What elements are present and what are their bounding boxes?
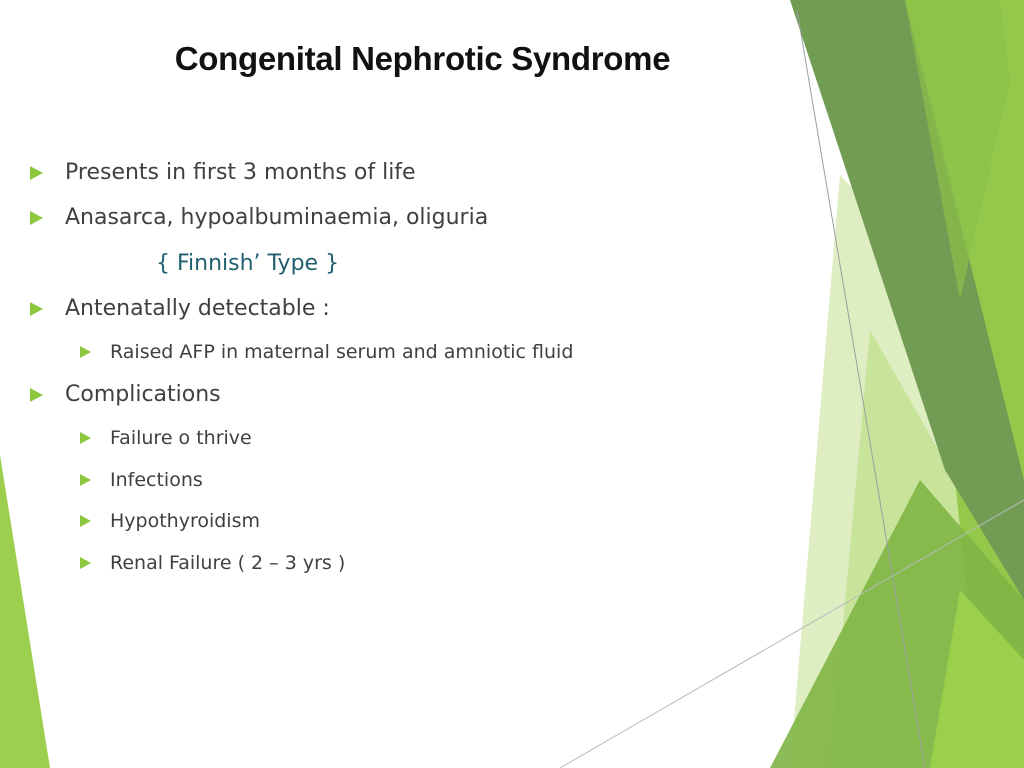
slide-title: Congenital Nephrotic Syndrome xyxy=(174,40,671,77)
bullet-antenatal xyxy=(30,296,330,321)
bullet-arrow-icon xyxy=(30,166,43,180)
bullet-text: Renal Failure ( 2 – 3 yrs ) xyxy=(110,552,346,574)
sub-bullet-renal-failure xyxy=(80,552,345,574)
sub-bullet-infections xyxy=(80,469,203,491)
sub-bullet-afp xyxy=(80,341,573,363)
bullet-arrow-icon xyxy=(80,557,91,569)
bullet-text: Infections xyxy=(110,469,203,491)
bullet-text: Presents in first 3 months of life xyxy=(65,160,416,185)
bullet-anasarca xyxy=(30,205,488,230)
left-edge-shape xyxy=(0,455,50,768)
bullet-arrow-icon xyxy=(80,432,91,444)
bullet-text: Antenatally detectable : xyxy=(65,296,330,321)
bullet-text: Hypothyroidism xyxy=(110,510,260,532)
bullet-text: Failure o thrive xyxy=(110,427,252,449)
bullet-presents xyxy=(30,160,416,185)
bullet-arrow-icon xyxy=(80,346,91,358)
bullet-arrow-icon xyxy=(30,302,43,316)
bullet-text: Anasarca, hypoalbuminaemia, oliguria xyxy=(65,205,489,230)
finnish-type-note: { Finnish’ Type } xyxy=(156,251,340,276)
bullet-text: Raised AFP in maternal serum and amniotic fluid xyxy=(110,341,574,363)
sub-bullet-failure-to-thrive xyxy=(80,427,252,449)
bullet-arrow-icon xyxy=(80,515,91,527)
sub-bullet-hypothyroidism xyxy=(80,510,260,532)
bullet-arrow-icon xyxy=(80,474,91,486)
bullet-complications xyxy=(30,382,221,407)
bullet-text: Complications xyxy=(65,382,221,407)
bullet-arrow-icon xyxy=(30,388,43,402)
bullet-arrow-icon xyxy=(30,211,43,225)
